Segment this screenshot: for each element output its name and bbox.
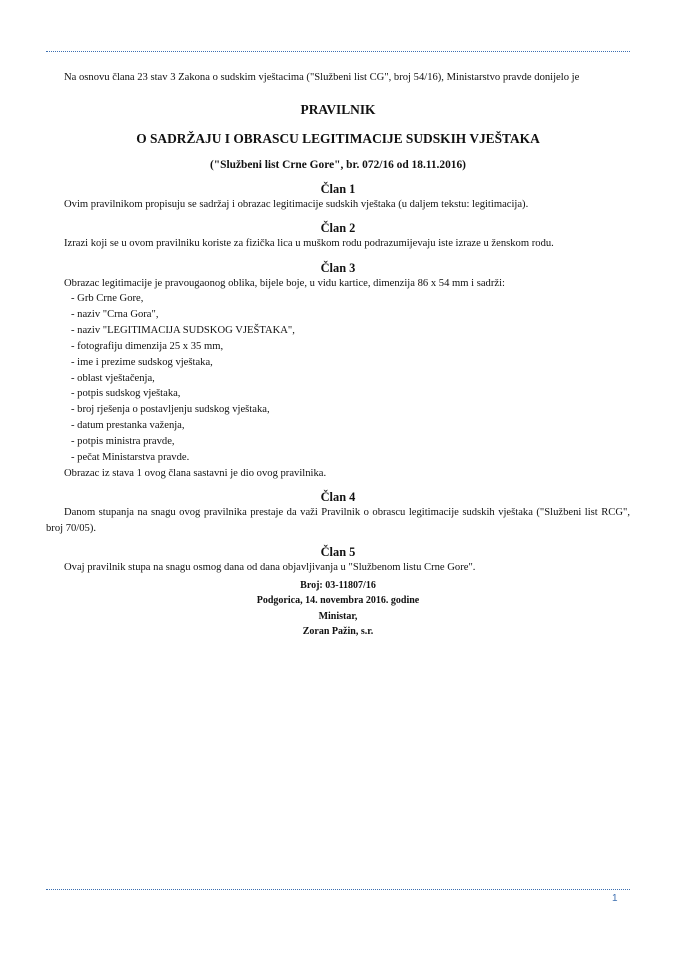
list-item: - fotografiju dimenzija 25 x 35 mm, — [71, 340, 224, 352]
signatory-name: Zoran Pažin, s.r. — [302, 626, 374, 638]
article-5-heading: Član 5 — [320, 545, 356, 560]
article-5-text: Ovaj pravilnik stupa na snagu osmog dana od dana objavljivanja u "Službenom listu Crne Gore". — [64, 562, 476, 574]
signatory-role: Ministar, — [318, 610, 358, 622]
header-dotted-rule — [46, 51, 630, 52]
intro-paragraph: Na osnovu člana 23 stav 3 Zakona o sudskim vještacima ("Službeni list CG", broj 54/16), Ministarstvo pravde donijelo je — [64, 72, 580, 83]
article-2-text: Izrazi koji se u ovom pravilniku koriste za fizička lica u muškom rodu podrazumijevaju iste izraze u ženskom rodu. — [64, 238, 554, 249]
list-item: - naziv "LEGITIMACIJA SUDSKOG VJEŠTAKA", — [71, 324, 295, 336]
list-item: - potpis ministra pravde, — [71, 436, 175, 448]
document-title: PRAVILNIK — [300, 101, 376, 117]
article-4-heading: Član 4 — [320, 490, 356, 505]
list-item: - oblast vještačenja, — [71, 372, 155, 384]
footer-dotted-rule — [46, 889, 630, 890]
list-item: - pečat Ministarstva pravde. — [71, 452, 190, 464]
list-item: - Grb Crne Gore, — [71, 293, 144, 304]
article-4-text: Danom stupanja na snagu ovog pravilnika prestaje da važi Pravilnik o obrascu legitimacije sudskih vještaka ("Službeni list RCG", broj 70/05). — [46, 507, 630, 534]
document-subtitle: O SADRŽAJU I OBRASCU LEGITIMACIJE SUDSKIH VJEŠTAKA — [136, 130, 540, 146]
list-item: - ime i prezime sudskog vještaka, — [71, 356, 213, 368]
list-item: - datum prestanka važenja, — [71, 420, 185, 432]
article-3-heading: Član 3 — [320, 260, 356, 275]
article-1-text: Ovim pravilnikom propisuju se sadržaj i obrazac legitimacije sudskih vještaka (u daljem tekstu: legitimacija). — [64, 198, 529, 210]
page-number: 1 — [612, 893, 618, 904]
article-1-heading: Član 1 — [320, 181, 356, 196]
document-body — [46, 70, 630, 640]
list-item: - potpis sudskog vještaka, — [71, 388, 181, 400]
article-3-text: Obrazac legitimacije je pravougaonog oblika, bijele boje, u vidu kartice, dimenzija 86 x 54 mm i sadrži: — [64, 277, 505, 289]
gazette-reference: ("Službeni list Crne Gore", br. 072/16 od 18.11.2016) — [210, 158, 466, 171]
article-3-list — [46, 291, 630, 466]
place-date: Podgorica, 14. novembra 2016. godine — [256, 595, 420, 607]
list-item: - naziv "Crna Gora", — [71, 308, 159, 320]
list-item: - broj rješenja o postavljenju sudskog vještaka, — [71, 404, 270, 416]
document-number: Broj: 03-11807/16 — [300, 579, 376, 591]
article-2-heading: Član 2 — [320, 221, 356, 235]
article-3-closing: Obrazac iz stava 1 ovog člana sastavni je dio ovog pravilnika. — [64, 467, 327, 479]
